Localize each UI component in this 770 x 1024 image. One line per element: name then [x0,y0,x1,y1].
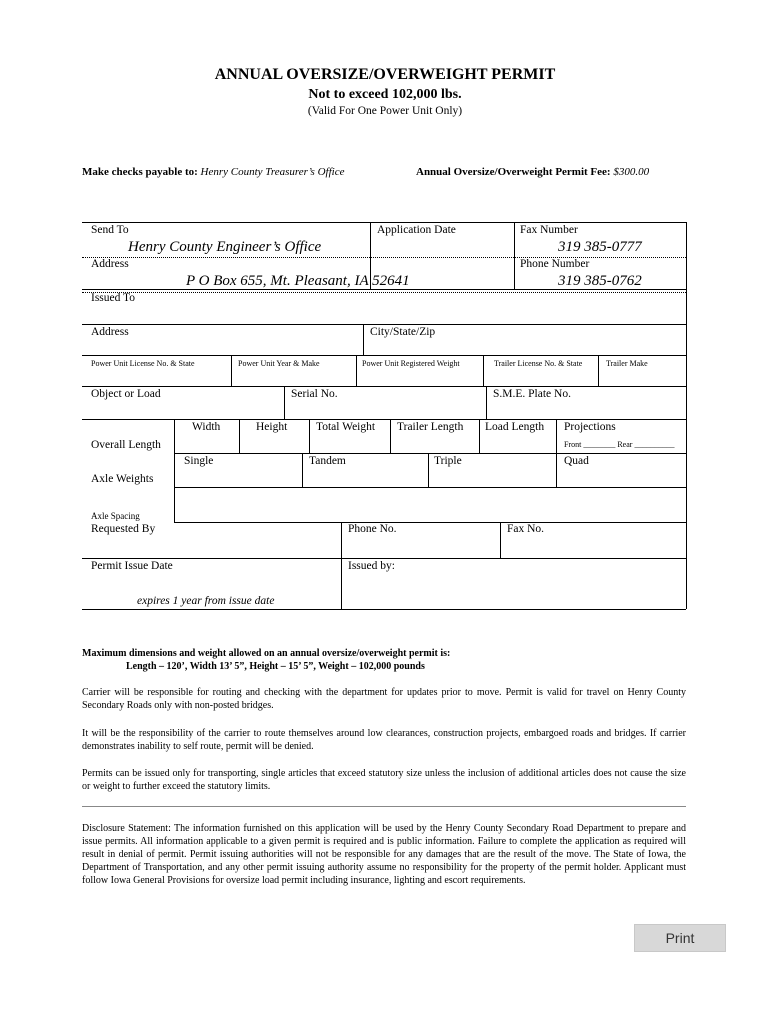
expires-note: expires 1 year from issue date [137,595,275,607]
vehicle-info-fields[interactable] [84,370,684,384]
issued-by-label: Issued by: [348,560,395,572]
permit-fee [416,166,649,178]
power-unit-weight-label: Power Unit Registered Weight [362,359,460,368]
serial-no-label: Serial No. [291,388,338,400]
load-length-label: Load Length [485,421,545,433]
send-to-label: Send To [91,224,129,236]
trailer-make-label: Trailer Make [606,359,648,368]
checks-value: Henry County Treasurer’s Office [200,166,345,178]
application-date-field[interactable] [372,238,512,256]
fax-no-label: Fax No. [507,523,545,535]
height-label: Height [256,421,288,433]
triple-label: Triple [434,455,462,467]
permit-form [82,222,686,609]
front-rear-label: Front ________ Rear __________ [564,440,675,449]
permit-issue-date-label: Permit Issue Date [91,560,173,572]
phone-number-value: 319 385-0762 [558,273,642,289]
application-date-label: Application Date [377,224,456,236]
trailer-license-label: Trailer License No. & State [494,359,583,368]
paragraph-carrier: It will be the responsibility of the carrier to route themselves around low clearances, construction projects, embargoed roads and bridges. If carrier demonstrates inability to self route, permit will be denied. [82,728,686,752]
total-weight-label: Total Weight [316,421,376,433]
single-label: Single [184,455,214,467]
disclosure-statement: Disclosure Statement: The information furnished on this application will be used by the Henry County Secondary Road Department to prepare and issue permits. All information applicable to a given permit is required and is public information. Failure to complete the application as required will result in denial of permit. Permit issuing authorities will not be responsible for any damages that are the result of the move. The State of Iowa, the Department of Transportation, and any other permit issuing authority assume no responsibility for the property of the permit holder. Applicant must follow Iowa General Provisions for oversize load permit including insurance, lighting and escort requirements. [82,823,686,886]
tandem-label: Tandem [309,455,346,467]
power-unit-year-label: Power Unit Year & Make [238,359,320,368]
page-title: ANNUAL OVERSIZE/OVERWEIGHT PERMIT [214,66,556,83]
requested-by-label: Requested By [91,523,156,535]
print-button[interactable]: Print [634,924,726,952]
paragraph-routing: Carrier will be responsible for routing and checking with the department for updates prior to move. Permit is valid for travel on Henry County Secondary Roads only with non-posted bridges. [82,687,686,711]
axle-spacing-field[interactable] [176,489,684,520]
phone-no-label: Phone No. [348,523,397,535]
trailer-length-label: Trailer Length [397,421,464,433]
axle-spacing-label: Axle Spacing [91,511,140,521]
power-unit-license-label: Power Unit License No. & State [91,359,195,368]
axle-weights-label: Axle Weights [91,473,154,485]
sme-plate-label: S.M.E. Plate No. [493,388,571,400]
quad-label: Quad [564,455,589,467]
overall-length-label: Overall Length [91,439,161,451]
max-dimensions: Length – 120’, Width 13’ 5”, Height – 15’ 5”, Weight – 102,000 pounds [126,661,425,672]
checks-label: Make checks payable to: [82,166,198,178]
address-label: Address [91,258,129,270]
phone-number-label: Phone Number [520,258,590,270]
fee-value: $300.00 [613,166,650,178]
city-state-zip-label: City/State/Zip [370,326,436,338]
fee-label: Annual Oversize/Overweight Permit Fee: [416,166,611,178]
issued-to-field[interactable] [84,306,684,322]
paragraph-permits: Permits can be issued only for transporting, single articles that exceed statutory size unless the inclusion of additional articles does not cause the size or weight to further exceed the statutory limits. [82,768,686,792]
fax-number-value: 319 385-0777 [558,239,642,255]
address2-field[interactable] [84,340,361,354]
load-info-fields[interactable] [84,402,684,418]
page-subtitle: Not to exceed 102,000 lbs. [308,87,462,102]
fax-number-label: Fax Number [520,224,578,236]
divider [82,806,686,807]
send-to-value: Henry County Engineer’s Office [128,239,322,255]
max-dimensions-header: Maximum dimensions and weight allowed on an annual oversize/overweight permit is: [82,648,451,659]
address-value: P O Box 655, Mt. Pleasant, IA 52641 [186,273,410,289]
width-label: Width [192,421,221,433]
checks-payable [82,166,344,178]
address2-label: Address [91,326,129,338]
projections-label: Projections [564,421,616,433]
validity-note: (Valid For One Power Unit Only) [307,105,463,117]
issued-to-label: Issued To [91,292,136,304]
object-load-label: Object or Load [91,388,161,400]
city-state-zip-field[interactable] [365,340,684,354]
